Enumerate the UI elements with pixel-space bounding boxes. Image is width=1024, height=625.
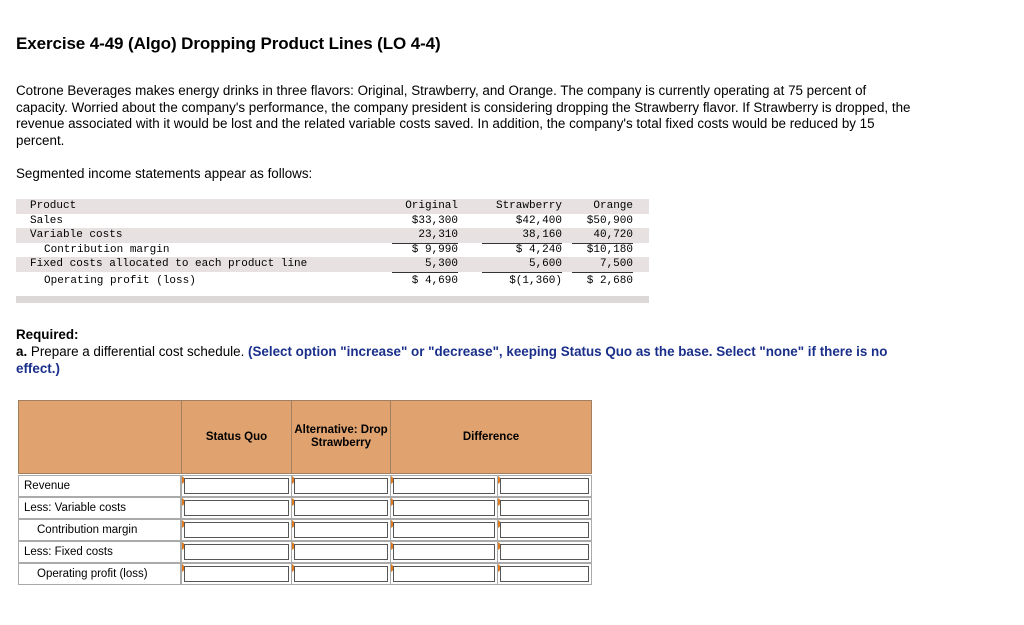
cell: $ 9,990 [411, 243, 458, 256]
status-quo-input[interactable] [181, 519, 292, 541]
header-original: Original [405, 200, 458, 212]
cell: 7,500 [572, 257, 633, 273]
segment-row-fixed-costs [16, 257, 649, 272]
alternative-input[interactable] [291, 475, 391, 497]
header-orange: Orange [593, 200, 633, 212]
status-quo-input[interactable] [181, 497, 292, 519]
difference-amount-input[interactable] [390, 519, 498, 541]
segment-row-sales [16, 214, 649, 229]
problem-description: Cotrone Beverages makes energy drinks in three flavors: Original, Strawberry, and Orange. The company is currently operating at 75 percent of capacity. Worried about the company's performance, the company president is considering dropping the Strawberry flavor. If Strawberry is dropped, the revenue associated with it would be lost and the related variable costs saved. In addition, the company's total fixed costs would be reduced by 15 percent. [16, 83, 911, 148]
row-label: Operating profit (loss) [18, 563, 181, 585]
difference-direction-select[interactable] [497, 497, 592, 519]
alternative-input[interactable] [291, 563, 391, 585]
cell: 5,600 [482, 257, 562, 273]
cell: $10,180 [586, 243, 633, 256]
header-strawberry: Strawberry [495, 200, 562, 212]
status-quo-input[interactable] [181, 475, 292, 497]
cell: $ 2,680 [586, 274, 633, 287]
status-quo-input[interactable] [181, 541, 292, 563]
alternative-input[interactable] [291, 497, 391, 519]
required-a [16, 343, 896, 377]
header-product: Product [30, 200, 77, 212]
difference-direction-select[interactable] [497, 519, 592, 541]
segment-header-row [16, 199, 649, 214]
segmented-income-statement [16, 199, 649, 290]
cell: $ 4,240 [515, 243, 562, 256]
row-label: Revenue [18, 475, 181, 497]
row-label: Contribution margin [18, 519, 181, 541]
table-divider [16, 296, 649, 303]
segment-row-contribution-margin [16, 243, 649, 258]
difference-direction-select[interactable] [497, 475, 592, 497]
difference-direction-select[interactable] [497, 563, 592, 585]
segment-row-variable-costs [16, 228, 649, 243]
header-status-quo: Status Quo [181, 400, 292, 474]
cell: $50,900 [586, 214, 633, 227]
row-label: Less: Variable costs [18, 497, 181, 519]
difference-amount-input[interactable] [390, 541, 498, 563]
differential-cost-schedule [18, 400, 592, 587]
row-label: Less: Fixed costs [18, 541, 181, 563]
row-label: Sales [30, 214, 64, 227]
required-a-instruction: (Select option "increase" or "decrease", keeping Status Quo as the base. Select "none" if there is no effect.) [16, 344, 888, 376]
required-a-prefix: a. [16, 344, 28, 359]
cell: 38,160 [482, 228, 562, 244]
schedule-row-operating-profit [18, 563, 592, 585]
status-quo-input[interactable] [181, 563, 292, 585]
row-label: Contribution margin [44, 243, 170, 256]
schedule-row-revenue [18, 475, 592, 497]
page-title: Exercise 4-49 (Algo) Dropping Product Lines (LO 4-4) [16, 34, 441, 53]
row-label: Variable costs [30, 229, 123, 241]
required-label: Required: [16, 327, 79, 342]
alternative-input[interactable] [291, 541, 391, 563]
alternative-input[interactable] [291, 519, 391, 541]
schedule-row-fixed-costs [18, 541, 592, 563]
cell: $33,300 [411, 214, 458, 227]
cell: 40,720 [572, 228, 633, 244]
cell: 23,310 [392, 228, 458, 244]
schedule-row-variable-costs [18, 497, 592, 519]
cell: $42,400 [515, 214, 562, 227]
header-alternative: Alternative: Drop Strawberry [291, 400, 391, 474]
segment-intro: Segmented income statements appear as follows: [16, 166, 313, 181]
cell: $(1,360) [509, 274, 562, 287]
row-label: Fixed costs allocated to each product line [30, 258, 308, 270]
header-blank [18, 400, 182, 474]
schedule-row-contribution-margin [18, 519, 592, 541]
difference-amount-input[interactable] [390, 475, 498, 497]
cell: 5,300 [392, 257, 458, 273]
header-difference: Difference [390, 400, 592, 474]
cell: $ 4,690 [411, 274, 458, 287]
segment-row-operating-profit [16, 272, 649, 290]
row-label: Operating profit (loss) [44, 274, 196, 287]
difference-direction-select[interactable] [497, 541, 592, 563]
difference-amount-input[interactable] [390, 497, 498, 519]
difference-amount-input[interactable] [390, 563, 498, 585]
required-a-text: Prepare a differential cost schedule. [30, 344, 245, 359]
